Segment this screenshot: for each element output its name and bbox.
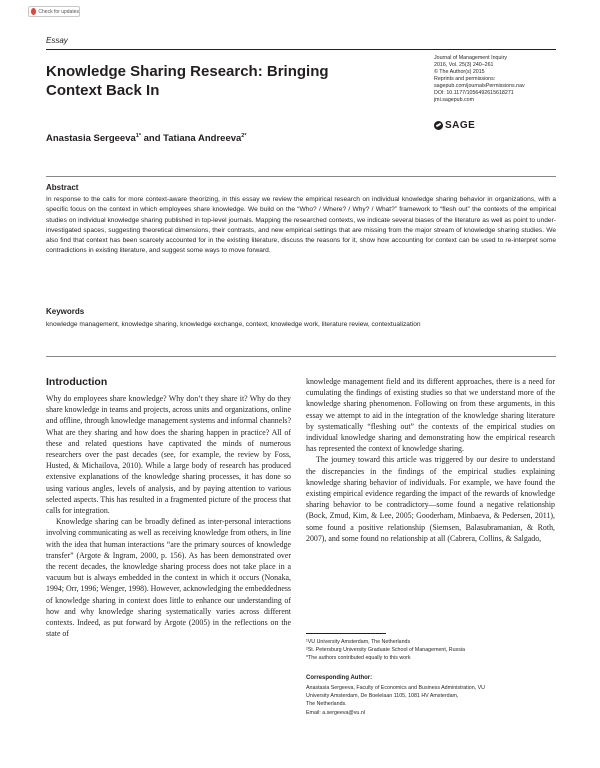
corresponding-email[interactable]: Email: a.sergeeva@vu.nl <box>306 709 365 716</box>
section-label: Essay <box>46 36 68 45</box>
author-line <box>46 133 247 144</box>
intro-paragraph: The journey toward this article was triggered by our desire to understand the discrepancies in the findings of the empirical studies explaining knowledge sharing behavior of individuals. For example, we have found the existing empirical evidence regarding the impact of the rewards of knowledge sharing behavior to be contradictory—some found a negative relationship (Bock, Zmud, Kim, & Lee, 2005; Gooderham, Minbaeva, & Pedersen, 2011), some found a positive relationship (Siemsen, Balasubramanian, & Roth, 2007), and some found no relationship at all (Cabrera, Collins, & Salgado, <box>306 455 555 543</box>
footnote-divider <box>306 633 386 634</box>
affiliation-item: ²St. Petersburg University Graduate School of Management, Russia <box>306 647 465 653</box>
intro-paragraph: knowledge management field and its different approaches, there is a need for cumulating the findings of existing studies so that we understand more of the knowledge sharing phenomenon. Following on from these arguments, in this essay we attempt to aid in the integration of the knowledge sharing literature by systematically “fleshing out” the contexts of the empirical studies on individual knowledge sharing and demonstrating how the empirical research has represented the context of knowledge sharing. <box>306 377 555 454</box>
header-divider <box>46 49 556 50</box>
author-conjunction: and <box>140 133 164 145</box>
corresponding-line: The Netherlands. <box>306 701 347 708</box>
journal-info <box>434 55 564 104</box>
intro-paragraph: Knowledge sharing can be broadly defined as inter-personal interactions involving communicating as well as receiving knowledge from others, in line with the idea that human interactions “are the primary sources of knowledge transfer” (Argote & Ingram, 2000, p. 156). As has been demonstrated over the recent decades, the knowledge sharing process does not take place in a vacuum but is always embedded in the context in which it occurs (Nonaka, 1994; Orr, 1996; Wenger, 1998). However, acknowledging the embeddedness of knowledge sharing in context does little to enhance our understanding of how and why knowledge sharing systematically varies across different contexts. Indeed, as put forward by Argote (2005) in the reflections on the state of <box>46 517 292 639</box>
author-second-affiliation: 2* <box>241 133 247 139</box>
author-first: Anastasia Sergeeva <box>46 133 136 145</box>
intro-paragraph: Why do employees share knowledge? Why don’t they share it? Why do they share knowledge in teams and projects, across units and organizations, online and offline, through knowledge management systems and informal channels? What are they sharing and how does the sharing happen in practice? All of these and related questions have captivated the minds of numerous researchers over the past decades (see, for example, the review by Foss, Husted, & Michailova, 2010). While a large body of research has produced extensive explanations of the knowledge sharing processes, it has done so using various angles, levels of analysis, and by paying attention to various selected aspects. This has resulted in a fragmented picture of the process that calls for integration. <box>46 394 291 516</box>
update-status-icon <box>31 8 36 15</box>
keywords-text: knowledge management, knowledge sharing, knowledge exchange, context, knowledge work, literature review, contextualization <box>46 321 421 328</box>
author-second: Tatiana Andreeva <box>163 133 242 145</box>
permissions-link[interactable]: sagepub.com/journalsPermissions.nav <box>434 83 525 89</box>
journal-volume: 2016, Vol. 25(3) 240–261 <box>434 62 494 68</box>
abstract-text: In response to the calls for more context-aware theorizing, in this essay we review the empirical research on individual knowledge sharing behavior in organizations, with a specific focus on the context in which employees share knowledge. We build on the “Who? / Where? / Why? / What?” framework to “flesh out” the contexts of the empirical studies on individual knowledge sharing published in top-level journals. Mapping the researched contexts, we indicate several biases of the literature as well as point to under-investigated spaces, suggesting theoretical dimensions, their contrasts, and new empirical settings that are missing from the major stream of knowledge sharing studies. We also find that context has been scarcely accounted for in the existing literature, discuss the reasons for it, show how accounting for context can be used to re-interpret some contradictions in existing literature, and suggest some ways to move forward. <box>46 196 556 255</box>
sage-logo <box>434 120 475 131</box>
body-column-left <box>46 393 291 639</box>
doi-link[interactable]: DOI: 10.1177/1056492615618271 <box>434 90 514 96</box>
abstract-top-divider <box>46 176 556 177</box>
affiliation-item: ¹VU University Amsterdam, The Netherlands <box>306 639 411 645</box>
introduction-heading: Introduction <box>46 376 108 388</box>
copyright-line: © The Author(s) 2015 <box>434 69 485 75</box>
abstract-heading: Abstract <box>46 183 79 192</box>
journal-name: Journal of Management Inquiry <box>434 55 508 61</box>
badge-label: Check for updates <box>38 8 79 15</box>
corresponding-line: Anastasia Sergeeva, Faculty of Economics and Business Administration, VU <box>306 685 486 691</box>
check-for-updates-badge[interactable] <box>28 6 80 17</box>
affiliations <box>306 638 555 662</box>
sage-logo-text: SAGE <box>445 120 476 131</box>
corresponding-author-details <box>306 684 555 717</box>
reprints-label: Reprints and permissions: <box>434 76 496 82</box>
corresponding-author-heading: Corresponding Author: <box>306 675 373 681</box>
article-title: Knowledge Sharing Research: Bringing Context Back In <box>46 63 329 99</box>
body-column-right <box>306 376 555 544</box>
keywords-heading: Keywords <box>46 307 85 316</box>
sage-logo-icon <box>434 121 443 130</box>
corresponding-line: University Amsterdam, De Boelelaan 1105, 1081 HV Amsterdam, <box>306 693 459 700</box>
author-first-affiliation: 1* <box>135 133 141 139</box>
keywords-bottom-divider <box>46 356 556 357</box>
affiliation-item: *The authors contributed equally to this work <box>306 655 411 661</box>
journal-url-link[interactable]: jmi.sagepub.com <box>434 97 475 103</box>
